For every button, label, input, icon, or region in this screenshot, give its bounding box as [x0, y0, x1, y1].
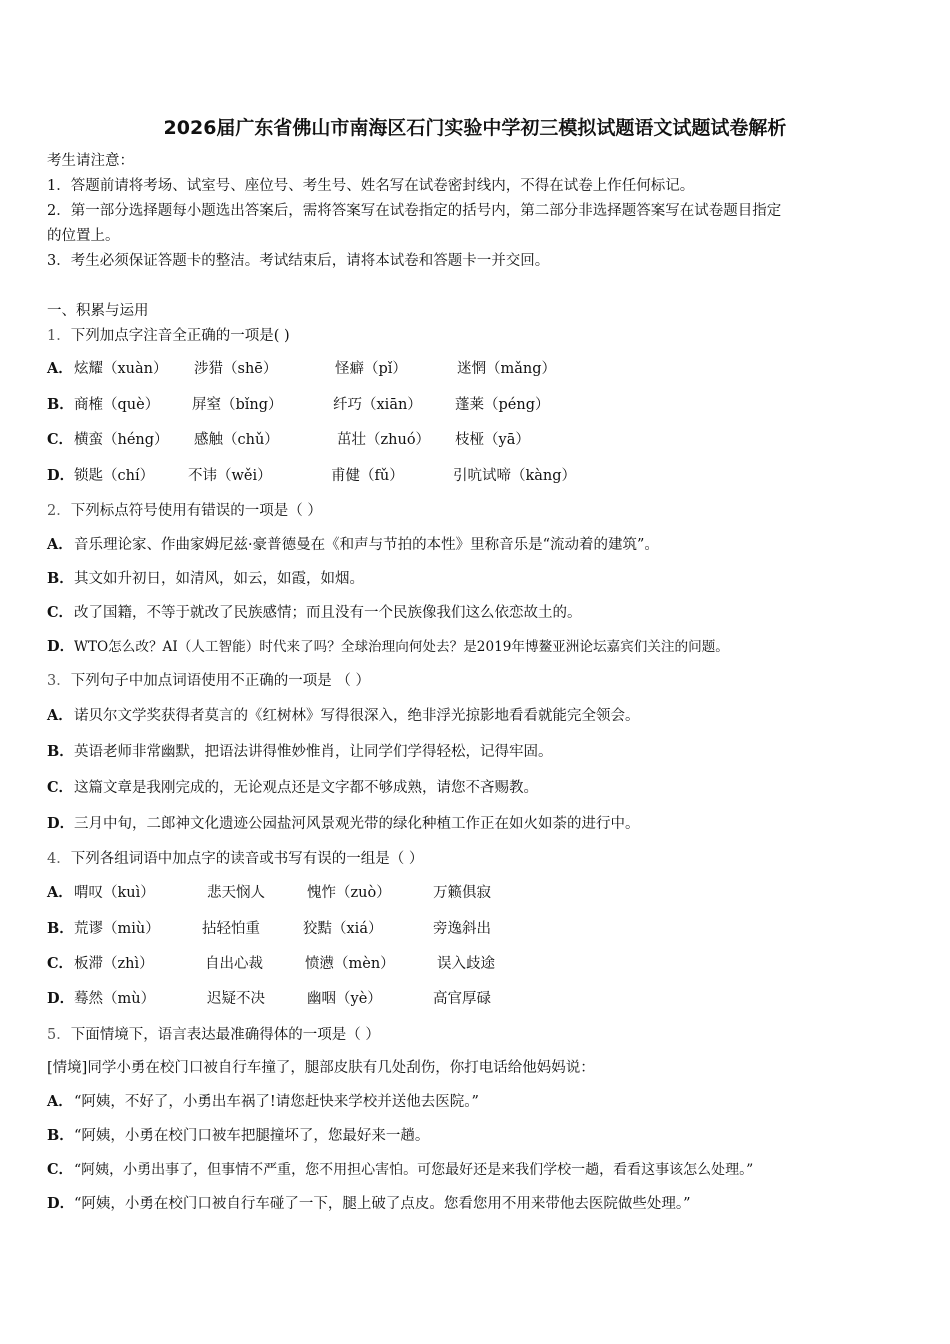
question-text: 下列各组词语中加点字的读音或书写有误的一组是（ ）: [70, 851, 424, 867]
option-word: 荒谬（miù）: [74, 921, 160, 937]
option-word: 茁壮（zhuó）: [337, 432, 431, 448]
question-number: 1．: [47, 328, 71, 344]
option-text: WTO怎么改？AI（人工智能）时代来了吗？全球治理向何处去？是2019年博鳌亚洲论坛嘉宾们关注的问题。: [74, 639, 729, 655]
option-word: 甫健（fǔ）: [331, 468, 404, 484]
option-word: 旁逸斜出: [433, 921, 491, 937]
option-word: 迷惘（mǎng）: [457, 361, 557, 377]
option-label: B．: [47, 743, 74, 760]
question-text: 下列句子中加点词语使用不正确的一项是 （ ）: [70, 673, 370, 689]
question-context: [情境]同学小勇在校门口被自行车撞了，腿部皮肤有几处刮伤，你打电话给他妈妈说：: [47, 1060, 595, 1076]
option-text: 诺贝尔文学奖获得者莫言的《红树林》写得很深入，绝非浮光掠影地看看就能完全领会。: [74, 708, 640, 724]
option-word: 蓬莱（péng）: [455, 397, 550, 413]
option-label: D．: [47, 638, 75, 655]
option-word: 不讳（wěi）: [188, 468, 272, 484]
question-5-stem: [47, 1025, 380, 1045]
option-text: 音乐理论家、作曲家姆尼兹·豪普德曼在《和声与节拍的本性》里称音乐是“流动着的建筑”。: [74, 537, 659, 553]
question-4-stem: [47, 849, 423, 869]
option-label: C．: [47, 1161, 74, 1178]
option-word: 炫耀（xuàn）: [74, 361, 168, 377]
option-word: 高官厚碌: [433, 991, 491, 1007]
question-number: 3．: [47, 673, 71, 689]
option-word: 万籁俱寂: [433, 885, 491, 901]
option-label: A．: [47, 1093, 73, 1110]
question-text: 下面情境下，语言表达最准确得体的一项是（ ）: [70, 1027, 380, 1043]
page-title: 2026届广东省佛山市南海区石门实验中学初三模拟试题语文试题试卷解析: [163, 117, 787, 139]
question-1-stem: [47, 326, 290, 346]
section-heading: 一、积累与运用: [47, 303, 149, 319]
option-word: 误入歧途: [437, 956, 495, 972]
option-text: “阿姨，小勇在校门口被自行车碰了一下，腿上破了点皮。您看您用不用来带他去医院做些处理。”: [74, 1196, 691, 1212]
notice-item: 3．考生必须保证答题卡的整洁。考试结束后，请将本试卷和答题卡一并交回。: [47, 253, 550, 269]
option-word: 悲天悯人: [207, 885, 265, 901]
option-word: 涉猎（shē）: [194, 361, 278, 377]
option-word: 喟叹（kuì）: [74, 885, 155, 901]
question-2-stem: [47, 501, 322, 521]
option-text: 改了国籍，不等于就改了民族感情；而且没有一个民族像我们这么依恋故土的。: [74, 605, 582, 621]
option-label: C．: [47, 431, 74, 448]
option-word: 愤懑（mèn）: [305, 956, 395, 972]
option-word: 纤巧（xiān）: [333, 397, 422, 413]
option-word: 横蛮（héng）: [74, 432, 169, 448]
option-word: 屏窒（bǐng）: [192, 397, 283, 413]
notice-item: 1．答题前请将考场、试室号、座位号、考生号、姓名写在试卷密封线内，不得在试卷上作任何标记。: [47, 178, 695, 194]
option-label: D．: [47, 815, 75, 832]
option-word: 愧怍（zuò）: [307, 885, 391, 901]
option-word: 板滞（zhì）: [74, 956, 154, 972]
option-label: D．: [47, 467, 75, 484]
question-3-stem: [47, 671, 370, 691]
option-label: A．: [47, 536, 73, 553]
notice-heading: 考生请注意：: [47, 153, 134, 169]
option-text: “阿姨，小勇出事了，但事情不严重，您不用担心害怕。可您最好还是来我们学校一趟，看看这事该怎么处理。”: [74, 1162, 754, 1178]
question-text: 下列加点字注音全正确的一项是( ): [70, 328, 290, 344]
question-number: 4．: [47, 851, 71, 867]
option-text: “阿姨，小勇在校门口被车把腿撞坏了，您最好来一趟。: [74, 1128, 430, 1144]
option-label: B．: [47, 1127, 74, 1144]
question-number: 5．: [47, 1027, 71, 1043]
option-word: 幽咽（yè）: [307, 991, 382, 1007]
option-word: 迟疑不决: [207, 991, 265, 1007]
option-label: B．: [47, 570, 74, 587]
question-text: 下列标点符号使用有错误的一项是（ ）: [70, 503, 322, 519]
option-text: “阿姨，不好了，小勇出车祸了!请您赶快来学校并送他去医院。”: [74, 1094, 479, 1110]
option-word: 感触（chǔ）: [194, 432, 279, 448]
option-text: 这篇文章是我刚完成的，无论观点还是文字都不够成熟，请您不吝赐教。: [74, 780, 538, 796]
question-number: 2．: [47, 503, 71, 519]
option-label: B．: [47, 396, 74, 413]
option-word: 自出心裁: [205, 956, 263, 972]
option-label: D．: [47, 990, 75, 1007]
option-label: A．: [47, 884, 73, 901]
option-label: B．: [47, 920, 74, 937]
option-word: 引吭试啼（kàng）: [453, 468, 577, 484]
notice-item: 2．第一部分选择题每小题选出答案后，需将答案写在试卷指定的括号内，第二部分非选择题答案写在试卷题目指定: [47, 203, 782, 219]
option-word: 怪癖（pǐ）: [335, 361, 407, 377]
option-word: 枝桠（yā）: [455, 432, 530, 448]
option-label: C．: [47, 955, 74, 972]
option-word: 商榷（què）: [74, 397, 160, 413]
notice-item: 的位置上。: [47, 228, 120, 244]
option-label: C．: [47, 604, 74, 621]
option-text: 三月中旬，二郎神文化遗迹公园盐河风景观光带的绿化种植工作正在如火如荼的进行中。: [74, 816, 640, 832]
option-label: A．: [47, 707, 73, 724]
option-word: 狡黠（xiá）: [303, 921, 383, 937]
option-text: 英语老师非常幽默，把语法讲得惟妙惟肖，让同学们学得轻松，记得牢固。: [74, 744, 553, 760]
option-label: A．: [47, 360, 73, 377]
option-word: 蓦然（mù）: [74, 991, 156, 1007]
option-text: 其文如升初日，如清风，如云，如霞，如烟。: [74, 571, 364, 587]
option-word: 拈轻怕重: [202, 921, 260, 937]
option-label: D．: [47, 1195, 75, 1212]
option-label: C．: [47, 779, 74, 796]
option-word: 锁匙（chí）: [74, 468, 155, 484]
